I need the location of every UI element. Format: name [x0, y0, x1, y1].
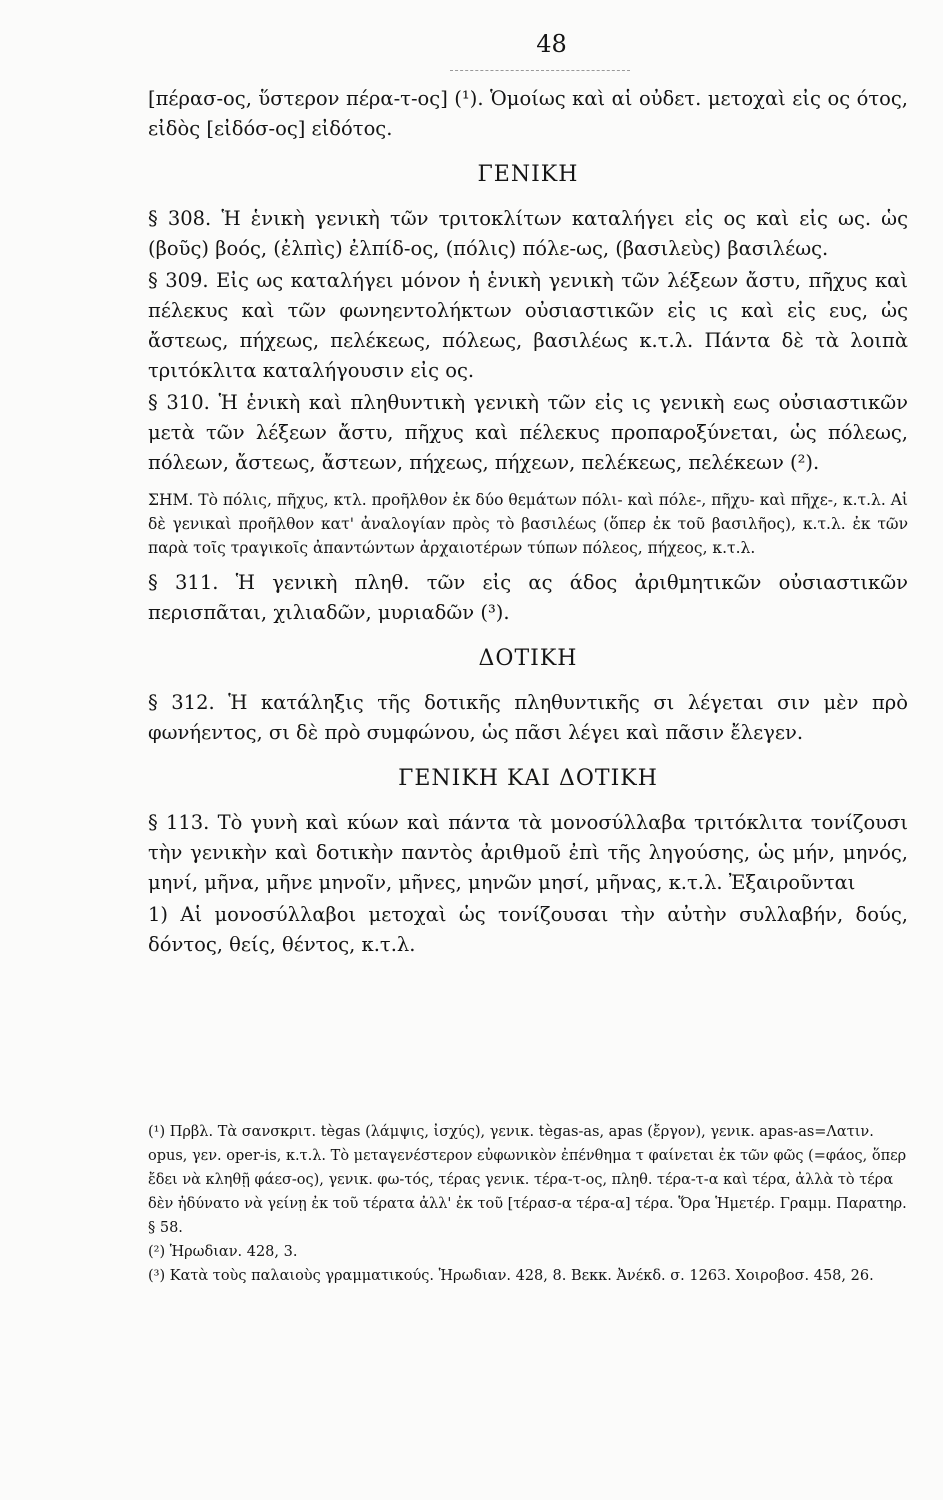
footnote-text: Ἡρωδιαν. 428, 3.	[169, 1244, 298, 1260]
paragraph-113-item-1: 1) Αἱ μονοσύλλαβοι μετοχαὶ ὡς τονίζουσαι τὴν αὐτὴν συλλαβήν, δούς, δόντος, θείς, θέντος, κ.τ.λ.	[148, 903, 908, 956]
footnotes	[148, 1120, 908, 1288]
page-number: 48	[536, 30, 567, 58]
body-text	[148, 84, 908, 962]
section-heading-geniki-dotiki: ΓΕΝΙΚΗ ΚΑΙ ΔΟΤΙΚΗ	[398, 766, 658, 791]
footnote-marker: (³)	[148, 1268, 166, 1284]
paragraph-intro: [πέρασ-ος, ὕστερον πέρα-τ-ος] (¹). Ὁμοίως καὶ αἱ οὐδετ. μετοχαὶ εἰς ος ότος, εἰδὸς [εἰδόσ-ος] εἰδότος.	[148, 87, 908, 140]
paragraph-311: § 311. Ἡ γενικὴ πληθ. τῶν εἰς ας άδος ἀριθμητικῶν οὐσιαστικῶν περισπᾶται, χιλιαδῶν, μυριαδῶν (³).	[148, 571, 908, 624]
section-heading-geniki: ΓΕΝΙΚΗ	[477, 162, 579, 187]
footnote-3	[148, 1264, 908, 1288]
paragraph-309: § 309. Εἰς ως καταλήγει μόνον ἡ ἑνικὴ γενικὴ τῶν λέξεων ἄστυ, πῆχυς καὶ πέλεκυς καὶ τῶν φωνηεντολήκτων οὐσιαστικῶν εἰς ις καὶ εἰς ευς, ὡς ἄστεως, πήχεως, πελέκεως, πόλεως, βασιλέως κ.τ.λ. Πάντα δὲ τὰ λοιπὰ τριτόκλιτα καταλήγουσιν εἰς ος.	[148, 269, 908, 382]
footnote-text: Πρβλ. Τὰ σανσκριτ. tègas (λάμψις, ἰσχύς), γενικ. tègas-as, apas (ἔργον), γενικ. apas-as=Λατιν. opus, γεν. oper-is, κ.τ.λ. Τὸ μεταγενέστερον εὐφωνικὸν ἐπένθημα τ φαίνεται ἐκ τῶν φῶς (=φάος, ὅπερ ἔδει νὰ κληθῇ φάεσ-ος), γενικ. φω-τός, τέρας γενικ. τέρα-τ-ος, πληθ. τέρα-τ-α καὶ τέρα, ἀλλὰ τὸ τέρα δὲν ἠδύνατο νὰ γείνῃ ἐκ τοῦ τέρατα ἀλλ' ἐκ τοῦ [τέρασ-α τέρα-α] τέρα. Ὅρα Ἡμετέρ. Γραμμ. Παρατηρ. § 58.	[148, 1124, 907, 1236]
footnote-marker: (¹)	[148, 1124, 166, 1140]
paragraph-308: § 308. Ἡ ἑνικὴ γενικὴ τῶν τριτοκλίτων καταλήγει εἰς ος καὶ εἰς ως. ὡς (βοῦς) βοός, (ἐλπὶς) ἐλπίδ-ος, (πόλις) πόλε-ως, (βασιλεὺς) βασιλέως.	[148, 207, 908, 260]
footnote-marker: (²)	[148, 1244, 166, 1260]
section-heading-dotiki: ΔΟΤΙΚΗ	[478, 646, 578, 671]
paragraph-310: § 310. Ἡ ἑνικὴ καὶ πληθυντικὴ γενικὴ τῶν εἰς ις γενικὴ εως οὐσιαστικῶν μετὰ τῶν λέξεων ἄστυ, πῆχυς καὶ πέλεκυς προπαροξύνεται, ὡς πόλεως, πόλεων, ἄστεως, ἄστεων, πήχεως, πήχεων, πελέκεως, πελέκεων (²).	[148, 391, 908, 474]
footnote-2	[148, 1240, 908, 1264]
paragraph-113: § 113. Τὸ γυνὴ καὶ κύων καὶ πάντα τὰ μονοσύλλαβα τριτόκλιτα τονίζουσι τὴν γενικὴν καὶ δοτικὴν παντὸς ἀριθμοῦ ἐπὶ τῆς ληγούσης, ὡς μήν, μηνός, μηνί, μῆνα, μῆνε μηνοῖν, μῆνες, μηνῶν μησί, μῆνας, κ.τ.λ. Ἐξαιροῦνται	[148, 811, 908, 894]
footnote-text: Κατὰ τοὺς παλαιοὺς γραμματικούς. Ἡρωδιαν. 428, 8. Βεκκ. Ἀνέκδ. σ. 1263. Χοιροβοσ. 458, 26.	[169, 1268, 874, 1284]
page-number-rule	[450, 70, 630, 71]
footnote-1	[148, 1120, 908, 1240]
paragraph-note: ΣΗΜ. Τὸ πόλις, πῆχυς, κτλ. προῆλθον ἐκ δύο θεμάτων πόλι- καὶ πόλε-, πῆχυ- καὶ πῆχε-, κ.τ.λ. Αἱ δὲ γενικαὶ προῆλθον κατ' ἀναλογίαν πρὸς τὸ βασιλέως (ὅπερ ἐκ τοῦ βασιλῆος), κ.τ.λ. ἐκ τῶν παρὰ τοῖς τραγικοῖς ἀπαντώντων ἀρχαιοτέρων τύπων πόλεος, πήχεος, κ.τ.λ.	[148, 491, 908, 557]
paragraph-312: § 312. Ἡ κατάληξις τῆς δοτικῆς πληθυντικῆς σι λέγεται σιν μὲν πρὸ φωνήεντος, σι δὲ πρὸ συμφώνου, ὡς πᾶσι λέγει καὶ πᾶσιν ἔλεγεν.	[148, 691, 908, 744]
